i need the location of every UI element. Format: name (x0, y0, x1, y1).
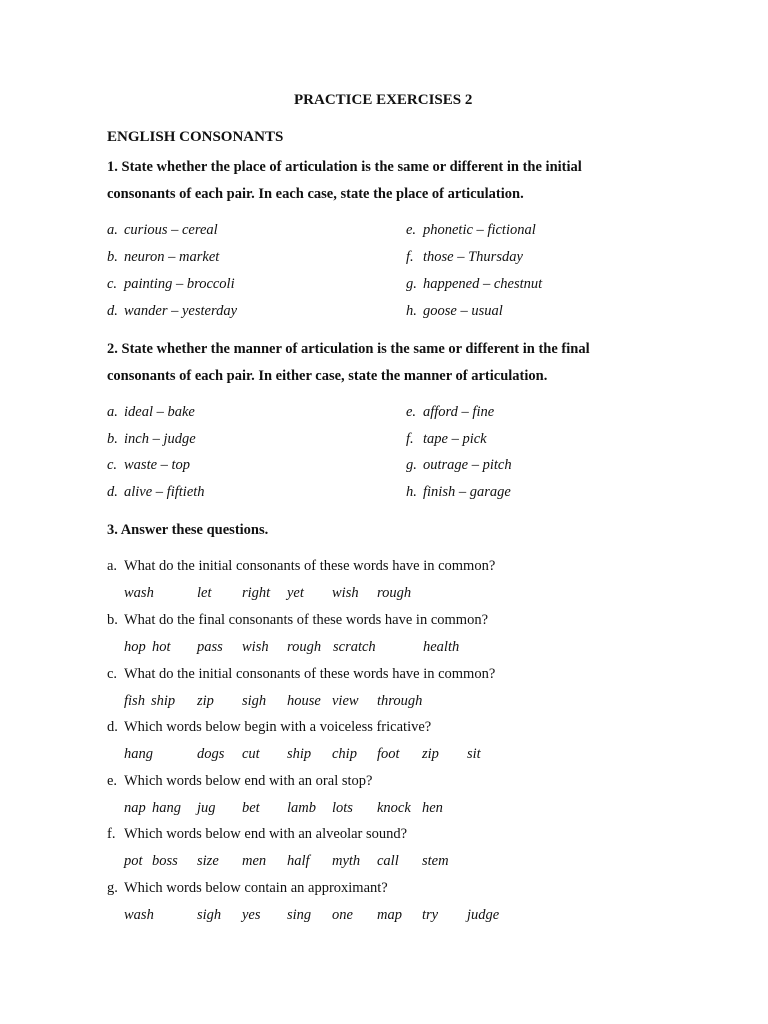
item-text: finish – garage (423, 484, 511, 500)
word: yes (242, 907, 261, 923)
ex2-prompt-line2: consonants of each pair. In either case, state the manner of articulation. (107, 368, 548, 384)
ex3-words-e (0, 800, 768, 820)
question-text: Which words below end with an alveolar sound? (124, 826, 408, 842)
item-label: e. (406, 222, 417, 238)
ex3-words-d (0, 746, 768, 766)
word: house (287, 693, 321, 709)
question-text: What do the final consonants of these words have in common? (124, 612, 489, 628)
word: knock (377, 800, 411, 816)
ex1-item-g (406, 276, 542, 293)
ex1-item-c (107, 276, 235, 293)
item-text: inch – judge (124, 431, 196, 447)
word: zip (197, 693, 214, 709)
item-label: a. (107, 222, 118, 238)
item-text: wander – yesterday (124, 303, 238, 319)
word: wash (124, 585, 154, 601)
word: right (242, 585, 271, 601)
word: sigh (197, 907, 222, 923)
question-label: e. (107, 773, 118, 789)
question-text: What do the initial consonants of these words have in common? (124, 666, 496, 682)
word: foot (377, 746, 400, 762)
word: rough (287, 639, 322, 655)
word: lamb (287, 800, 316, 816)
word: scratch (333, 639, 376, 655)
item-text: curious – cereal (124, 222, 218, 238)
item-text: alive – fiftieth (124, 484, 205, 500)
item-label: d. (107, 303, 118, 319)
ex2-item-d (107, 484, 205, 501)
word: hang (152, 800, 181, 816)
item-text: those – Thursday (423, 249, 523, 265)
word: size (197, 853, 219, 869)
ex1-item-h (406, 303, 503, 320)
item-text: neuron – market (124, 249, 220, 265)
word: rough (377, 585, 412, 601)
ex1-prompt-line1: 1. State whether the place of articulation is the same or different in the initial (107, 159, 582, 175)
ex3-words-a (0, 585, 768, 605)
word: call (377, 853, 399, 869)
word: hen (422, 800, 443, 816)
ex2-item-c (107, 457, 190, 474)
item-text: phonetic – fictional (423, 222, 536, 238)
section-heading: ENGLISH CONSONANTS (107, 129, 284, 145)
question-label: b. (107, 612, 118, 628)
ex2-item-e (406, 404, 494, 421)
ex2-item-h (406, 484, 511, 501)
word: let (197, 585, 212, 601)
word: bet (242, 800, 260, 816)
item-label: f. (406, 249, 414, 265)
item-label: d. (107, 484, 118, 500)
ex3-question-b (107, 612, 488, 629)
item-text: afford – fine (423, 404, 495, 420)
word: jug (197, 800, 216, 816)
item-text: painting – broccoli (124, 276, 235, 292)
ex1-prompt-line2: consonants of each pair. In each case, state the place of articulation. (107, 186, 524, 202)
ex2-item-f (406, 431, 487, 448)
question-text: Which words below contain an approximant? (124, 880, 388, 896)
question-text: Which words below begin with a voiceless fricative? (124, 719, 432, 735)
word: chip (332, 746, 357, 762)
word: pass (197, 639, 223, 655)
word: view (332, 693, 359, 709)
item-text: goose – usual (423, 303, 503, 319)
word: health (423, 639, 460, 655)
ex3-question-c (107, 666, 495, 683)
ex1-item-e (406, 222, 536, 239)
item-label: f. (406, 431, 414, 447)
item-text: happened – chestnut (423, 276, 543, 292)
word: one (332, 907, 353, 923)
word: sit (467, 746, 481, 762)
item-label: b. (107, 431, 118, 447)
question-label: f. (107, 826, 116, 842)
word: boss (152, 853, 178, 869)
word: ship (287, 746, 312, 762)
word: sing (287, 907, 312, 923)
word: fish (124, 693, 145, 709)
ex3-question-a (107, 558, 495, 575)
ex1-item-b (107, 249, 219, 266)
word: hang (124, 746, 153, 762)
item-label: c. (107, 276, 118, 292)
ex1-item-d (107, 303, 237, 320)
question-label: c. (107, 666, 118, 682)
word: sigh (242, 693, 267, 709)
item-text: waste – top (124, 457, 191, 473)
word: wish (332, 585, 359, 601)
ex2-item-a (107, 404, 195, 421)
ex1-item-a (107, 222, 218, 239)
word: stem (422, 853, 449, 869)
page-title: PRACTICE EXERCISES 2 (294, 92, 473, 108)
ex3-words-c (0, 693, 768, 713)
word: zip (422, 746, 439, 762)
word: yet (287, 585, 304, 601)
ex2-item-g (406, 457, 512, 474)
ex3-words-f (0, 853, 768, 873)
item-label: g. (406, 276, 417, 292)
word: men (242, 853, 267, 869)
word: wash (124, 907, 154, 923)
word: hot (152, 639, 171, 655)
item-label: a. (107, 404, 118, 420)
ex3-question-g (107, 880, 388, 897)
ex3-question-e (107, 773, 372, 790)
ex3-words-g (0, 907, 768, 927)
item-label: g. (406, 457, 417, 473)
word: cut (242, 746, 260, 762)
item-label: e. (406, 404, 417, 420)
word: map (377, 907, 402, 923)
word: hop (124, 639, 146, 655)
ex1-item-f (406, 249, 523, 266)
question-label: a. (107, 558, 118, 574)
question-label: d. (107, 719, 118, 735)
ex3-prompt: 3. Answer these questions. (107, 522, 269, 538)
item-label: h. (406, 484, 417, 500)
item-text: tape – pick (423, 431, 487, 447)
item-text: ideal – bake (124, 404, 195, 420)
word: judge (467, 907, 500, 923)
item-text: outrage – pitch (423, 457, 512, 473)
question-label: g. (107, 880, 118, 896)
word: wish (242, 639, 269, 655)
item-label: c. (107, 457, 118, 473)
word: try (422, 907, 439, 923)
word: nap (124, 800, 146, 816)
word: lots (332, 800, 353, 816)
word: dogs (197, 746, 225, 762)
ex2-item-b (107, 431, 196, 448)
item-label: b. (107, 249, 118, 265)
ex2-prompt-line1: 2. State whether the manner of articulation is the same or different in the final (107, 341, 590, 357)
ex3-words-b (0, 639, 768, 659)
word: through (377, 693, 423, 709)
question-text: Which words below end with an oral stop? (124, 773, 373, 789)
word: half (287, 853, 310, 869)
question-text: What do the initial consonants of these words have in common? (124, 558, 496, 574)
item-label: h. (406, 303, 417, 319)
word: ship (151, 693, 176, 709)
word: myth (332, 853, 361, 869)
ex3-question-f (107, 826, 407, 843)
word: pot (124, 853, 143, 869)
ex3-question-d (107, 719, 431, 736)
